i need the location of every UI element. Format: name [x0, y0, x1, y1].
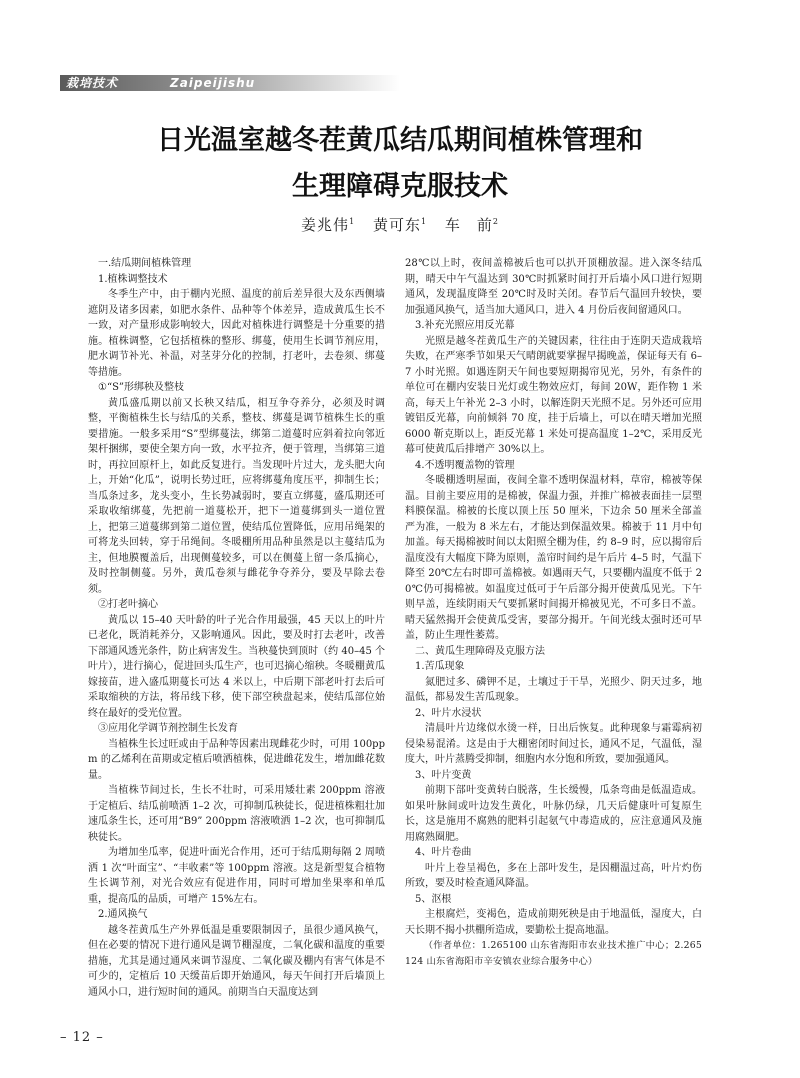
section-pinyin: Zaipeijishu [170, 76, 256, 90]
section-heading: 2、叶片水浸状 [415, 707, 482, 719]
author [373, 216, 427, 234]
section-heading: 2.通风换气 [98, 909, 148, 920]
section-tag: 栽培技术 [66, 76, 119, 90]
section-heading: 3.补充光照应用反光幕 [415, 320, 515, 331]
body-paragraph: 28℃以上时，夜间盖棉被后也可以扒开顶棚放湿。进入深冬结瓜期，晴天中午气温达到 30℃时抓紧时间打开后墙小风口进行短期通风，发现温度降至 20℃时及时关闭。春节后气温回升较快，要加强通风换气，适当加大通风口，进入 4 月份后夜间留通风口。 [405, 258, 702, 316]
author [301, 216, 355, 234]
body-paragraph: 前期下部叶变黄转白脱落，生长缓慢，瓜条弯曲是低温造成。如果叶脉间或叶边发生黄化，叶脉仍绿，几天后健康叶可复原生长，这是施用不腐熟的肥料引起氨气中毒造成的，应注意通风及施用腐熟圈肥。 [405, 785, 702, 843]
body-paragraph: 清晨叶片边缘似水烫一样，日出后恢复。此种现象与霜霉病初侵染易混淆。这是由于大棚密闭时间过长，通风不足，气温低，湿度大，叶片蒸腾受抑制，细胞内水分饱和所致，要加强通风。 [405, 723, 702, 765]
section-heading: 1.植株调整技术 [98, 273, 168, 285]
author-affiliation-mark: 1 [349, 217, 356, 226]
page-number: – 12 – [60, 1030, 104, 1045]
article-title [60, 118, 740, 210]
section-heading: ③应用化学调节剂控制生长发育 [98, 723, 238, 734]
body-paragraph: 越冬茬黄瓜生产外界低温是重要限制因子，虽很少通风换气，但在必要的情况下进行通风是调节棚湿度，二氧化碳和温度的重要措施，尤其是通过通风来调节湿度、二氧化碳及棚内有害气体是不可少的，定植后 10 天缓苗后即开始通风，每天午间打开后墙顶上通风小口，进行短时间的通风。前期当白天温度达到 [88, 924, 385, 998]
author-name: 车 前 [444, 216, 493, 234]
author-name: 姜兆伟 [301, 216, 350, 234]
body-paragraph: 黄瓜以 15–40 天叶龄的叶子光合作用最强，45 天以上的叶片已老化，既消耗养分，又影响通风。因此，要及时打去老叶，改善下部通风透光条件，防止病害发生。当秧蔓快到顶时（约 40–45 个叶片），进行摘心，促进回头瓜生产，也可迟摘心缩秧。冬暖棚黄瓜嫁接苗，进入盛瓜期蔓长可达 4 米以上，中后期下部老叶打去后可采取缩秧的方法，将吊线下移，使下部空秧盘起来，使结瓜部位始终在最好的受光位置。 [88, 614, 385, 719]
body-paragraph: 冬暖棚透明屋面，夜间全靠不透明保温材料，草帘，棉被等保温。目前主要应用的是棉被，保温力强，并推广棉被表面挂一层塑料膜保温。棉被的长度以顶上压 50 厘米，下边余 50 厘米全部盖严为准，一般为 8 米左右，才能达到保温效果。棉被于 11 月中旬加盖。每天揭棉被时间以太阳照全棚为佳，约 8–9 时，应以揭帘后温度没有大幅度下降为原则，盖帘时间约是午后片 4–5 时，气温下降至 20℃左右时即可盖棉被。如遇雨天气，只要棚内温度不低于 20℃仍可揭棉被。如温度过低可于午后部分揭开使黄瓜见光。下午则早盖，连续阴雨天气要抓紧时间揭开棉被见光，不可多日不盖。晴天猛然揭开会使黄瓜受害，要部分揭开。午间光线太强时还可早盖，防止生理性萎蔫。 [405, 475, 702, 641]
author-affiliation: （作者单位：1.265100 山东省海阳市农业技术推广中心；2.265124 山东省海阳市辛安镇农业综合服务中心） [405, 940, 702, 967]
author [445, 216, 499, 234]
body-paragraph: 冬季生产中，由于棚内光照、温度的前后差异很大及东西侧墙遮阴及诸多因素，如肥水条件、品种等个体差异，造成黄瓜生长不一致，对产量形成影响较大，因此对植株进行调整是十分重要的措施。植株调整，它包括植株的整形、绑蔓，使用生长调节剂应用，肥水调节补光、补温，对茎芽分化的控制，打老叶，去卷须、绑蔓等措施。 [88, 289, 385, 378]
author-affiliation-mark: 2 [492, 217, 499, 226]
section-heading: 4、叶片卷曲 [415, 847, 472, 858]
right-column [405, 256, 702, 969]
section-heading: 5、沤根 [415, 893, 452, 905]
section-heading: 一.结瓜期间植株管理 [98, 258, 192, 269]
title-line-1: 日光温室越冬茬黄瓜结瓜期间植株管理和 [157, 125, 643, 156]
body-paragraph: 当植株生长过旺或由于品种等因素出现雌花少时，可用 100ppm 的乙烯利在苗期或定植后喷洒植株，促进雌花发生，增加雌花数量。 [88, 738, 385, 781]
body-paragraph: 光照是越冬茬黄瓜生产的关键因素，往往由于连阴天造成栽培失败，在严寒季节如果天气晴朗就要掌握早揭晚盖，保证每天有 6–7 小时光照。如遇连阴天午间也要短期揭帘见光，另外，有条件的单位可在棚内安装日光灯或生物效应灯，每间 20W，距作物 1 米高，每天上午补光 2–3 小时，以解连阴天光照不足。另外还可应用镀铝反光幕，向前倾斜 70 度，挂于后墙上，可以在晴天增加光照 6000 靳克斯以上，距反光幕 1 米处可提高温度 1–2℃，采用反光幕可使黄瓜后排增产 30%以上。 [405, 335, 702, 455]
author-name: 黄可东 [372, 216, 421, 234]
section-heading: ②打老叶摘心 [98, 599, 158, 610]
body-paragraph: 主根腐烂，变褐色，造成前期死秧是由于地温低，湿度大，白天长期不揭小拱棚所造成，要勤松土提高地温。 [405, 909, 702, 936]
section-heading: 二、黄瓜生理障碍及克服方法 [415, 645, 545, 657]
section-heading: 1.苦瓜现象 [415, 661, 465, 672]
author-list [0, 214, 800, 235]
body-paragraph: 黄瓜盛瓜期以前又长秧又结瓜，相互争夺养分，必须及时调整，平衡植株生长与结瓜的关系，整枝、绑蔓是调节植株生长的重要措施。一般多采用“S”型绑蔓法，绑第二道蔓时应斜着拉向邻近架杆捆绑，要使全架方向一致，水平拉齐，便于管理，当绑第三道时，再拉回原杆上，如此反复进行。当发现叶片过大，龙头肥大向上，开始“化瓜”，说明长势过旺，应将绑蔓角度压平，抑制生长；当瓜条过多，龙头变小，生长势减弱时，要直立绑蔓，盛瓜期还可采取收缩绑蔓，先把前一道蔓松开，把下一道蔓绑到头一道位置上，把第三道蔓绑到第二道位置，使结瓜位置降低，应用吊绳架的可将龙头回转，穿于吊绳间。冬暖棚所用品种虽然是以主蔓结瓜为主，但地膜覆盖后，出现侧蔓较多，可以在侧蔓上留一条瓜摘心，及时控制侧蔓。另外，黄瓜卷须与雌花争夺养分，要及早除去卷须。 [88, 397, 385, 595]
section-heading: ①“S”形绑秧及整枝 [98, 382, 185, 393]
title-line-2: 生理障碍克服技术 [292, 171, 508, 202]
section-heading: 3、叶片变黄 [415, 769, 472, 781]
body-paragraph: 叶片上卷呈褐色，多在上部叶发生，是因棚温过高，叶片灼伤所致，要及时检查通风降温。 [405, 862, 702, 889]
body-paragraph: 当植株节间过长，生长不壮时，可采用矮壮素 200ppm 溶液于定植后、结瓜前喷洒 1–2 次，可抑制瓜秧徒长，促进植株粗壮加速瓜条生长，还可用“B9” 200ppm 溶液喷洒 1–2 次，也可抑制瓜秧徒长。 [88, 785, 385, 843]
author-affiliation-mark: 1 [420, 217, 428, 226]
section-heading: 4.不透明覆盖物的管理 [415, 459, 515, 471]
left-column [88, 256, 385, 1000]
body-paragraph: 氮肥过多、磷钾不足，土壤过于干旱，光照少、阴天过多，地温低，都易发生苦瓜现象。 [405, 676, 702, 703]
body-paragraph: 为增加坐瓜率，促进叶面光合作用，还可于结瓜期每隔 2 周喷洒 1 次“叶面宝”、“丰收素”等 100ppm 溶液。这是新型复合植物生长调节剂，对光合效应有促进作用，同时可增加坐果率和单瓜重，提高瓜的品质，可增产 15%左右。 [88, 847, 385, 905]
